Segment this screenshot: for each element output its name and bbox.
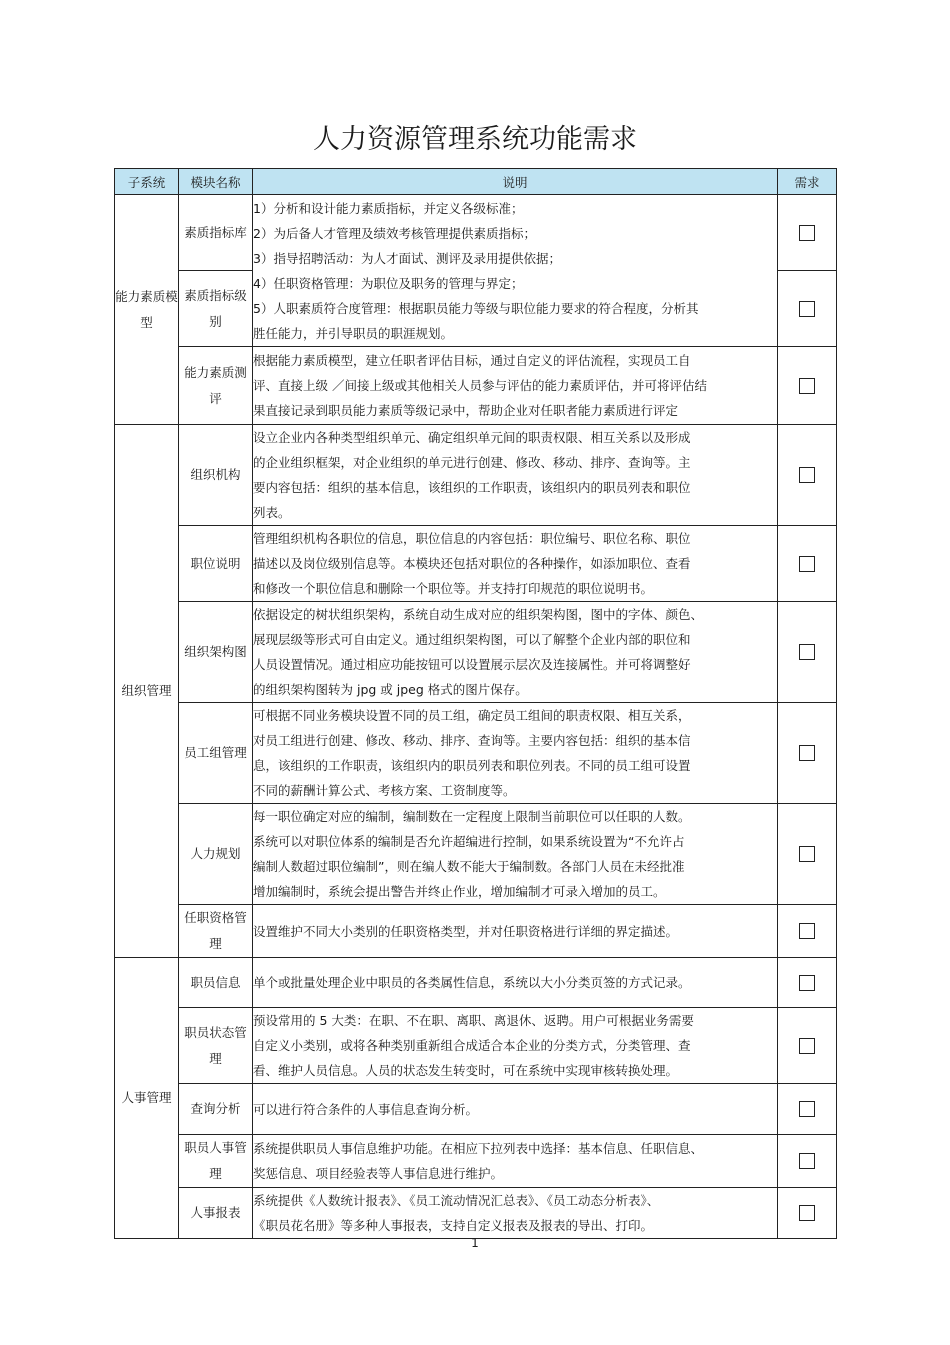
desc-line: 系统提供《人数统计报表》、《员工流动情况汇总表》、《员工动态分析表》、 — [253, 1193, 660, 1208]
description-cell — [253, 347, 778, 425]
desc-line: 系统可以对职位体系的编制是否允许超编进行控制，如果系统设置为“不允许占 — [253, 834, 685, 849]
requirement-cell — [778, 1084, 837, 1135]
desc-line: 描述以及岗位级别信息等。本模块还包括对职位的各种操作，如添加职位、查看 — [253, 556, 691, 571]
table-row — [115, 958, 837, 1008]
table-row — [115, 1135, 837, 1188]
requirement-checkbox[interactable] — [799, 467, 815, 483]
subsystem-cell: 组织管理 — [115, 425, 179, 958]
requirement-cell — [778, 703, 837, 804]
desc-line: 对员工组进行创建、修改、移动、排序、查询等。主要内容包括：组织的基本信 — [253, 733, 691, 748]
desc-line: 评、直接上级 ／间接上级或其他相关人员参与评估的能力素质评估，并可将评估结 — [253, 378, 707, 393]
desc-line: 5）人职素质符合度管理：根据职员能力等级与职位能力要求的符合程度，分析其 — [253, 300, 699, 316]
table-row — [115, 526, 837, 602]
desc-line: 3）指导招聘活动：为人才面试、测评及录用提供依据； — [253, 250, 561, 266]
module-cell: 职员人事管理 — [179, 1135, 253, 1188]
requirement-checkbox[interactable] — [799, 923, 815, 939]
description-cell — [253, 1008, 778, 1084]
desc-line: 人员设置情况。通过相应功能按钮可以设置展示层次及连接属性。并可将调整好 — [253, 657, 691, 672]
requirement-checkbox[interactable] — [799, 301, 815, 317]
desc-line: 2）为后备人才管理及绩效考核管理提供素质指标； — [253, 225, 536, 241]
desc-line: 4）任职资格管理：为职位及职务的管理与界定； — [253, 275, 524, 291]
requirement-cell — [778, 526, 837, 602]
requirement-checkbox[interactable] — [799, 1205, 815, 1221]
header-subsystem: 子系统 — [115, 169, 179, 195]
desc-line: 系统提供职员人事信息维护功能。在相应下拉列表中选择：基本信息、任职信息、 — [253, 1141, 704, 1156]
desc-line: 预设常用的 5 大类：在职、不在职、离职、离退休、返聘。用户可根据业务需要 — [253, 1013, 694, 1028]
module-cell: 职员信息 — [179, 958, 253, 1008]
module-cell: 素质指标库 — [179, 195, 253, 271]
desc-line: 可根据不同业务模块设置不同的员工组，确定员工组间的职责权限、相互关系， — [253, 708, 691, 723]
description-cell — [253, 1188, 778, 1239]
desc-line: 奖惩信息、项目经验表等人事信息进行维护。 — [253, 1166, 504, 1181]
subsystem-cell: 能力素质模型 — [115, 195, 179, 425]
desc-line: 《职员花名册》等多种人事报表，支持自定义报表及报表的导出、打印。 — [253, 1218, 654, 1233]
requirement-checkbox[interactable] — [799, 975, 815, 991]
page-number: 1 — [471, 1236, 479, 1250]
requirement-cell — [778, 804, 837, 905]
module-cell: 能力素质测评 — [179, 347, 253, 425]
desc-line: 果直接记录到职员能力素质等级记录中，帮助企业对任职者能力素质进行评定 — [253, 403, 679, 418]
requirement-cell — [778, 347, 837, 425]
desc-line: 设置维护不同大小类别的任职资格类型，并对任职资格进行详细的界定描述。 — [253, 923, 679, 939]
table-row — [115, 425, 837, 526]
desc-line: 自定义小类别，或将各种类别重新组合成适合本企业的分类方式，分类管理、查 — [253, 1038, 691, 1053]
desc-line: 的组织架构图转为 jpg 或 jpeg 格式的图片保存。 — [253, 682, 528, 697]
page-title: 人力资源管理系统功能需求 — [313, 124, 637, 155]
module-cell: 职员状态管理 — [179, 1008, 253, 1084]
requirement-checkbox[interactable] — [799, 846, 815, 862]
header-requirement: 需求 — [778, 169, 837, 195]
requirement-cell — [778, 1135, 837, 1188]
desc-line: 展现层级等形式可自由定义。通过组织架构图，可以了解整个企业内部的职位和 — [253, 632, 691, 647]
table-row — [115, 347, 837, 425]
subsystem-cell: 人事管理 — [115, 958, 179, 1239]
module-cell: 组织机构 — [179, 425, 253, 526]
desc-line: 看、维护人员信息。人员的状态发生转变时，可在系统中实现审核转换处理。 — [253, 1063, 679, 1078]
module-cell: 人事报表 — [179, 1188, 253, 1239]
table-row — [115, 195, 837, 271]
description-cell — [253, 526, 778, 602]
module-cell: 任职资格管理 — [179, 905, 253, 958]
module-cell: 员工组管理 — [179, 703, 253, 804]
module-cell: 查询分析 — [179, 1084, 253, 1135]
table-header-row — [115, 169, 837, 195]
table-row — [115, 1008, 837, 1084]
requirement-cell — [778, 271, 837, 347]
description-cell — [253, 905, 778, 958]
desc-line: 可以进行符合条件的人事信息查询分析。 — [253, 1101, 479, 1117]
requirement-checkbox[interactable] — [799, 1038, 815, 1054]
description-cell — [253, 1084, 778, 1135]
description-cell — [253, 1135, 778, 1188]
requirement-cell — [778, 195, 837, 271]
table-row — [115, 905, 837, 958]
desc-line: 要内容包括：组织的基本信息，该组织的工作职责，该组织内的职员列表和职位 — [253, 480, 691, 495]
requirement-checkbox[interactable] — [799, 378, 815, 394]
requirement-checkbox[interactable] — [799, 644, 815, 660]
table-row — [115, 1188, 837, 1239]
requirement-checkbox[interactable] — [799, 1101, 815, 1117]
desc-line: 单个或批量处理企业中职员的各类属性信息，系统以大小分类页签的方式记录。 — [253, 975, 691, 990]
header-module: 模块名称 — [179, 169, 253, 195]
requirement-checkbox[interactable] — [799, 556, 815, 572]
description-cell — [253, 602, 778, 703]
requirement-cell — [778, 1188, 837, 1239]
desc-line: 根据能力素质模型，建立任职者评估目标，通过自定义的评估流程，实现员工自 — [253, 353, 691, 368]
desc-line: 管理组织机构各职位的信息，职位信息的内容包括：职位编号、职位名称、职位 — [253, 531, 691, 546]
requirement-checkbox[interactable] — [799, 225, 815, 241]
description-cell — [253, 425, 778, 526]
table-row — [115, 703, 837, 804]
desc-line: 依据设定的树状组织架构，系统自动生成对应的组织架构图，图中的字体、颜色、 — [253, 607, 704, 622]
requirement-cell — [778, 602, 837, 703]
description-cell — [253, 703, 778, 804]
desc-line: 胜任能力，并引导职员的职涯规划。 — [253, 325, 454, 341]
module-cell: 组织架构图 — [179, 602, 253, 703]
desc-line: 每一职位确定对应的编制，编制数在一定程度上限制当前职位可以任职的人数。 — [253, 809, 691, 824]
requirement-cell — [778, 958, 837, 1008]
header-description: 说明 — [253, 169, 778, 195]
description-cell — [253, 195, 778, 347]
requirements-table — [114, 168, 837, 1239]
requirement-cell — [778, 905, 837, 958]
desc-line: 列表。 — [253, 505, 291, 520]
desc-line: 息，该组织的工作职责，该组织内的职员列表和职位列表。不同的员工组可设置 — [253, 758, 691, 773]
table-row — [115, 1084, 837, 1135]
table-row — [115, 804, 837, 905]
desc-line: 和修改一个职位信息和删除一个职位等。并支持打印规范的职位说明书。 — [253, 581, 654, 596]
requirement-cell — [778, 1008, 837, 1084]
desc-line: 增加编制时，系统会提出警告并终止作业，增加编制才可录入增加的员工。 — [253, 884, 666, 899]
requirement-checkbox[interactable] — [799, 745, 815, 761]
desc-line: 编制人数超过职位编制”，则在编人数不能大于编制数。各部门人员在未经批准 — [253, 859, 685, 874]
desc-line: 设立企业内各种类型组织单元、确定组织单元间的职责权限、相互关系以及形成 — [253, 430, 691, 445]
desc-line: 1）分析和设计能力素质指标，并定义各级标准； — [253, 200, 524, 216]
requirement-cell — [778, 425, 837, 526]
description-cell — [253, 804, 778, 905]
desc-line: 的企业组织框架，对企业组织的单元进行创建、修改、移动、排序、查询等。主 — [253, 455, 691, 470]
table-row — [115, 602, 837, 703]
module-cell: 职位说明 — [179, 526, 253, 602]
module-cell: 素质指标级别 — [179, 271, 253, 347]
description-cell — [253, 958, 778, 1008]
requirement-checkbox[interactable] — [799, 1153, 815, 1169]
module-cell: 人力规划 — [179, 804, 253, 905]
desc-line: 不同的薪酬计算公式、考核方案、工资制度等。 — [253, 783, 516, 798]
